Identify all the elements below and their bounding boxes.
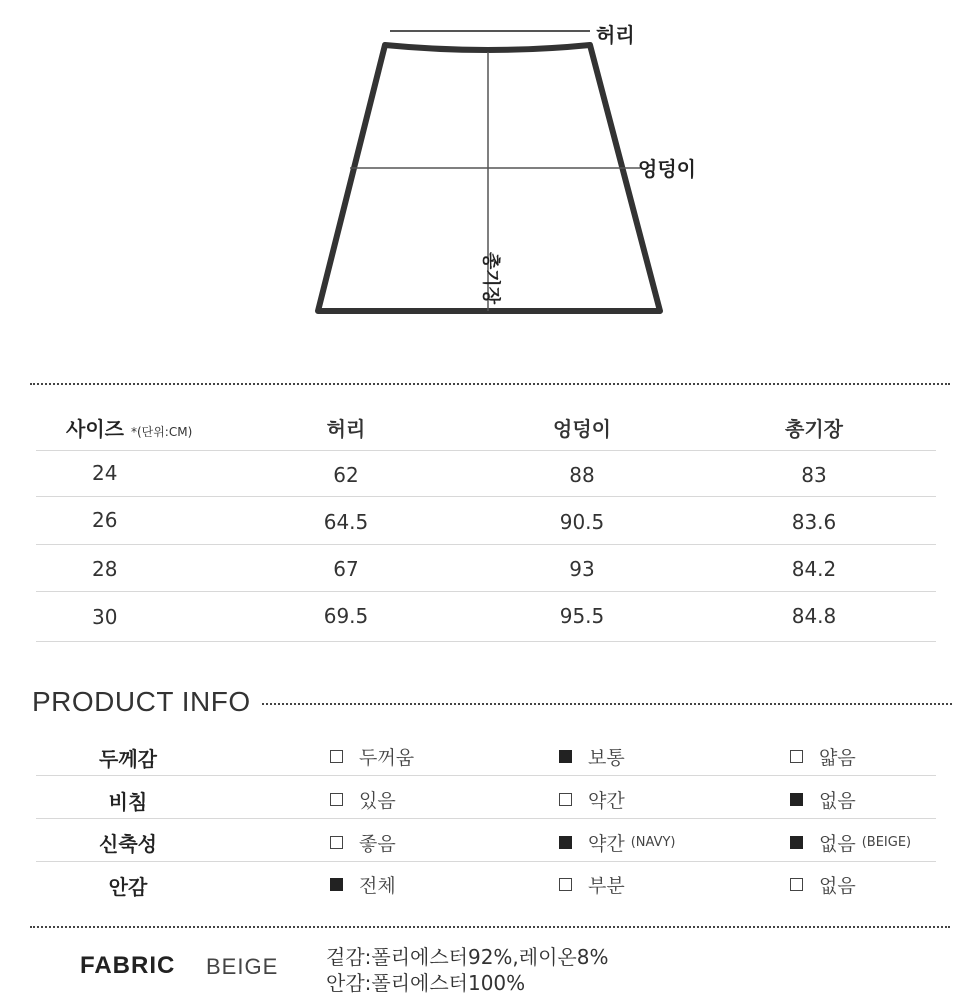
option-note: (NAVY) [630, 835, 676, 850]
product-info-divider [262, 703, 952, 705]
option-sheer-none[interactable] [790, 786, 856, 813]
checkbox-empty-icon [330, 836, 343, 849]
table-rule [36, 591, 936, 592]
checkbox-empty-icon [559, 793, 572, 806]
fabric-title: FABRIC [80, 952, 176, 979]
checkbox-empty-icon [330, 793, 343, 806]
length-cell: 83.6 [791, 510, 837, 534]
attr-label-thickness: 두께감 [99, 747, 157, 771]
length-cell: 84.8 [791, 604, 837, 628]
checkbox-filled-icon [559, 836, 572, 849]
checkbox-filled-icon [790, 793, 803, 806]
checkbox-filled-icon [790, 836, 803, 849]
option-label: 보통 [588, 747, 625, 769]
length-cell: 83 [801, 463, 827, 487]
hip-cell: 88 [569, 463, 595, 487]
size-header [66, 413, 192, 442]
col-header-hip: 엉덩이 [553, 417, 611, 441]
option-label: 약간 [588, 790, 625, 812]
option-normal[interactable] [559, 743, 625, 770]
size-header-label: 사이즈 [66, 417, 124, 441]
checkbox-empty-icon [790, 878, 803, 891]
option-thin[interactable] [790, 743, 856, 770]
size-cell: 30 [92, 605, 118, 629]
col-header-waist: 허리 [326, 417, 366, 441]
option-lining-full[interactable] [330, 871, 396, 898]
checkbox-filled-icon [330, 878, 343, 891]
product-info-title: PRODUCT INFO [32, 686, 251, 717]
option-sheer-yes[interactable] [330, 786, 396, 813]
option-label: 약간 [588, 833, 625, 855]
option-stretch-none[interactable] [790, 829, 911, 856]
waist-cell: 69.5 [323, 604, 369, 628]
table-rule [36, 775, 936, 776]
col-header-length: 총기장 [785, 417, 843, 441]
option-stretch-slight[interactable] [559, 829, 675, 856]
attr-label-sheerness: 비침 [108, 790, 148, 814]
option-label: 없음 [819, 833, 856, 855]
size-cell: 28 [92, 557, 118, 581]
table-rule [36, 818, 936, 819]
option-label: 없음 [819, 790, 856, 812]
waist-label: 허리 [596, 23, 635, 47]
option-lining-partial[interactable] [559, 871, 625, 898]
waist-cell: 62 [333, 463, 359, 487]
fabric-color: BEIGE [206, 954, 279, 979]
checkbox-empty-icon [790, 750, 803, 763]
option-sheer-slight[interactable] [559, 786, 625, 813]
hip-cell: 90.5 [559, 510, 605, 534]
option-label: 부분 [588, 875, 625, 897]
checkbox-empty-icon [559, 878, 572, 891]
hip-cell: 93 [569, 557, 595, 581]
table-rule [36, 641, 936, 642]
fabric-outer: 겉감:폴리에스터92%,레이온8% [326, 945, 609, 969]
option-stretch-good[interactable] [330, 829, 396, 856]
attr-label-stretch: 신축성 [99, 832, 157, 856]
checkbox-empty-icon [330, 750, 343, 763]
table-rule [36, 861, 936, 862]
waist-cell: 67 [333, 557, 359, 581]
divider-top [30, 383, 950, 385]
hip-cell: 95.5 [559, 604, 605, 628]
option-label: 없음 [819, 875, 856, 897]
option-lining-none[interactable] [790, 871, 856, 898]
option-thick[interactable] [330, 743, 414, 770]
length-cell: 84.2 [791, 557, 837, 581]
fabric-divider [30, 926, 950, 928]
option-label: 있음 [359, 790, 396, 812]
fabric-lining: 안감:폴리에스터100% [326, 971, 526, 995]
option-label: 전체 [359, 875, 396, 897]
table-rule [36, 496, 936, 497]
option-label: 좋음 [359, 833, 396, 855]
table-rule [36, 450, 936, 451]
checkbox-filled-icon [559, 750, 572, 763]
length-label: 총기장 [480, 251, 502, 305]
unit-note: *(단위:CM) [130, 425, 193, 439]
hip-label: 엉덩이 [638, 157, 696, 181]
option-label: 두꺼움 [359, 747, 415, 769]
attr-label-lining: 안감 [108, 875, 148, 899]
option-label: 얇음 [819, 747, 856, 769]
waist-cell: 64.5 [323, 510, 369, 534]
size-cell: 24 [92, 461, 118, 485]
option-note: (BEIGE) [861, 835, 912, 850]
size-cell: 26 [92, 508, 118, 532]
table-rule [36, 544, 936, 545]
